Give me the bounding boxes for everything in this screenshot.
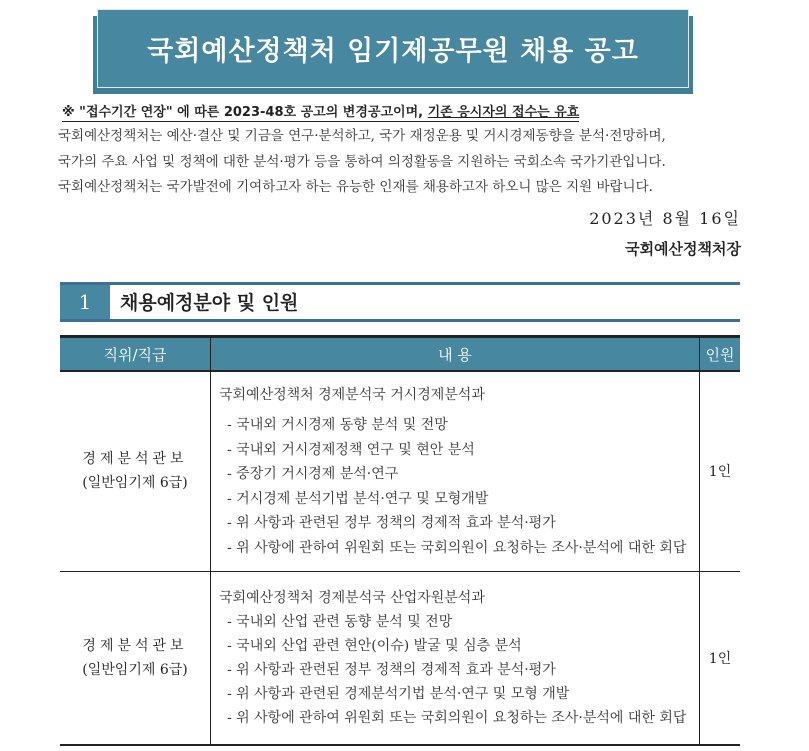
count-cell: 1인	[700, 571, 741, 745]
position-cell	[60, 571, 211, 745]
intro-line: 국회예산정책처는 국가발전에 기여하고자 하는 유능한 인재를 채용하고자 하오니 많은 지원 바랍니다.	[58, 179, 653, 195]
position: 경제분석관보	[82, 451, 188, 468]
duty-item: - 위 사항에 관하여 위원회 또는 국회의원이 요청하는 조사·분석에 대한 회답	[227, 539, 687, 556]
duty-item: - 위 사항과 관련된 정부 정책의 경제적 효과 분석·평가	[227, 515, 556, 531]
position-cell	[60, 371, 211, 571]
page-title: 국회예산정책처 임기제공무원 채용 공고	[97, 9, 689, 88]
notice	[62, 101, 579, 122]
intro-line: 국회예산정책처는 예산·결산 및 기금을 연구·분석하고, 국가 재정운용 및 거시경제동향을 분석·전망하며,	[58, 128, 666, 144]
department: 국회예산정책처 경제분석국 거시경제분석과	[219, 386, 485, 403]
duty-item: - 국내외 거시경제 동향 분석 및 전망	[227, 417, 448, 433]
duty-item: - 국내외 거시경제정책 연구 및 현안 분석	[227, 441, 475, 458]
signature: 국회예산정책처장	[625, 240, 741, 258]
duty-item: - 국내외 산업 관련 동향 분석 및 전망	[227, 613, 453, 630]
duty-item: - 국내외 산업 관련 현안(이슈) 발굴 및 심층 분석	[227, 637, 522, 654]
duty-item: - 위 사항과 관련된 경제분석기법 분석·연구 및 모형 개발	[227, 685, 570, 702]
section-title: 채용예정분야 및 인원	[120, 292, 299, 314]
table-row	[60, 371, 740, 571]
content-cell	[211, 371, 700, 571]
department: 국회예산정책처 경제분석국 산업자원분석과	[219, 589, 485, 606]
duty-item: - 거시경제 분석기법 분석·연구 및 모형개발	[227, 490, 489, 507]
header-content: 내 용	[211, 337, 700, 372]
section-number: 1	[60, 285, 110, 319]
count-cell: 1인	[700, 371, 741, 571]
table-row	[60, 571, 740, 745]
duty-item: - 중장기 거시경제 분석·연구	[227, 466, 399, 482]
grade: (일반임기제 6급)	[82, 661, 188, 678]
header-position: 직위/직급	[60, 337, 211, 372]
header-count: 인원	[700, 337, 741, 372]
content-cell	[211, 571, 700, 745]
notice-text: "접수기간 연장" 에 따른 2023-48호 공고의 변경공고이며,	[79, 105, 428, 120]
duty-item: - 위 사항에 관하여 위원회 또는 국회의원이 요청하는 조사·분석에 대한 회답	[227, 709, 687, 726]
section-header	[60, 282, 740, 322]
duty-item: - 위 사항과 관련된 정부 정책의 경제적 효과 분석·평가	[227, 661, 556, 678]
intro-line: 국가의 주요 사업 및 정책에 대한 분석·평가 등을 통하여 의정활동을 지원하는 국회소속 국가기관입니다.	[58, 154, 666, 170]
position: 경제분석관보	[82, 637, 188, 654]
notice-emphasis: 기존 응시자의 접수는 유효	[427, 105, 580, 120]
announcement-date: 2023년 8월 16일	[589, 209, 741, 228]
grade: (일반임기제 6급)	[82, 475, 188, 492]
notice-mark: ※	[62, 105, 75, 120]
recruitment-table	[60, 335, 740, 746]
